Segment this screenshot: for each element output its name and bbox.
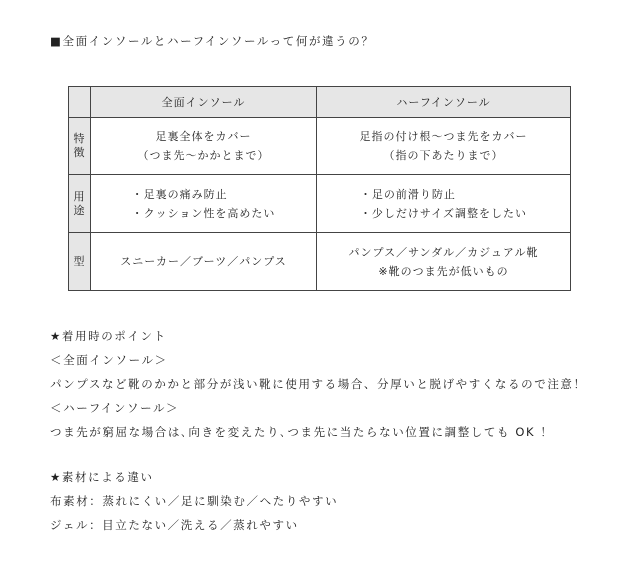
- fabric-material-note: 布素材：蒸れにくい／足に馴染む／へたりやすい: [50, 494, 339, 508]
- row-header-uses: [69, 175, 91, 233]
- cell-line: （指の下あたりまで）: [383, 149, 504, 162]
- bullet-list: [360, 185, 527, 223]
- row-header-type: [69, 233, 91, 291]
- cell-line: ※靴のつま先が低いもの: [378, 264, 509, 278]
- cell-line: ・足裏の痛み防止: [131, 187, 228, 201]
- cell-line: ・足の前滑り防止: [359, 187, 456, 201]
- table-header-row: [69, 87, 571, 118]
- row-header-char: 途: [73, 203, 86, 217]
- cell-features-half: [317, 118, 571, 175]
- full-insole-note: パンプスなど靴のかかと部分が浅い靴に使用する場合、分厚いと脱げやすくなるので注意！: [50, 377, 587, 391]
- cell-line: ・クッション性を高めたい: [131, 206, 276, 220]
- section-heading: ■全面インソールとハーフインソールって何が違うの？: [50, 34, 375, 48]
- cell-line: パンプス／サンダル／カジュアル靴: [348, 245, 539, 259]
- column-header-half-insole: ハーフインソール: [317, 87, 571, 118]
- cell-line: ・少しだけサイズ調整をしたい: [359, 206, 528, 220]
- row-header-char: 徴: [73, 146, 86, 159]
- table-row-uses: [69, 175, 571, 233]
- half-insole-subheading: ＜ハーフインソール＞: [50, 401, 180, 415]
- cell-line: 足裏全体をカバー: [155, 130, 252, 143]
- gel-material-note: ジェル：目立たない／洗える／蒸れやすい: [50, 518, 299, 532]
- cell-line: スニーカー／ブーツ／パンプス: [120, 255, 287, 268]
- row-header-features: [69, 118, 91, 175]
- full-insole-subheading: ＜全面インソール＞: [50, 353, 168, 367]
- cell-type-full: [91, 233, 317, 291]
- half-insole-note: つま先が窮屈な場合は､向きを変えたり､つま先に当たらない位置に調整しても OK ！: [50, 425, 554, 439]
- table-corner-cell: [69, 87, 91, 118]
- cell-line: （つま先〜かかとまで）: [137, 149, 270, 162]
- row-header-char: 特: [73, 132, 86, 145]
- cell-uses-full: [91, 175, 317, 233]
- cell-type-half: [317, 233, 571, 291]
- material-heading: ★素材による違い: [50, 470, 154, 484]
- row-header-char: 用: [73, 189, 86, 203]
- cell-features-full: [91, 118, 317, 175]
- column-header-full-insole: 全面インソール: [91, 87, 317, 118]
- cell-uses-half: [317, 175, 571, 233]
- cell-line: 足指の付け根〜つま先をカバー: [359, 130, 528, 143]
- row-header-char: 型: [73, 254, 86, 268]
- bullet-list: [132, 185, 276, 223]
- wearing-points-heading: ★着用時のポイント: [50, 329, 167, 343]
- comparison-table: [68, 86, 571, 291]
- table-row-type: [69, 233, 571, 291]
- table-row-features: [69, 118, 571, 175]
